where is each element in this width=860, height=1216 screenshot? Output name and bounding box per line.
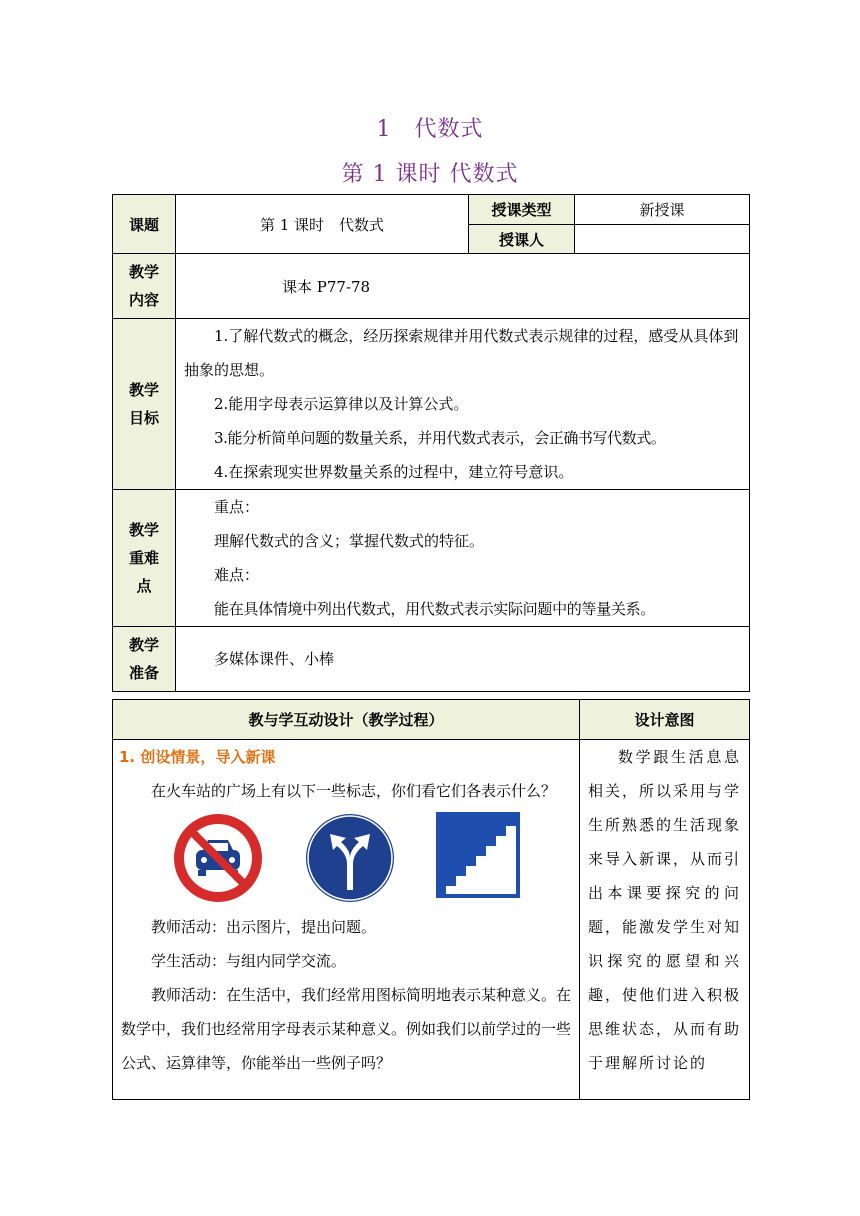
teacher-label: 授课人 <box>469 225 575 254</box>
goals-cell <box>176 319 750 490</box>
goal-item: 4.在探索现实世界数量关系的过程中，建立符号意识。 <box>214 463 574 481</box>
prep-label: 教学 准备 <box>113 627 176 692</box>
goals-label: 教学 目标 <box>113 319 176 490</box>
key-points-label: 教学 重难 点 <box>113 490 176 627</box>
lesson-subtitle: 第 1 课时 代数式 <box>341 162 519 187</box>
difficulty-text: 能在具体情境中列出代数式，用代数式表示实际问题中的等量关系。 <box>214 600 656 618</box>
content-value: 课本 P77-78 <box>176 254 750 319</box>
intent-cell <box>580 740 750 1100</box>
traffic-signs <box>113 808 579 910</box>
type-label: 授课类型 <box>469 195 575 225</box>
key-points-cell <box>176 490 750 627</box>
lesson-title: 1 代数式 <box>376 117 484 142</box>
process-header: 教与学互动设计（教学过程） <box>113 700 580 740</box>
process-paragraph: 学生活动：与组内同学交流。 <box>151 952 347 970</box>
split-arrow-sign-icon <box>304 812 396 908</box>
stairs-sign-icon <box>436 812 520 908</box>
process-paragraph: 在火车站的广场上有以下一些标志，你们看它们各表示什么？ <box>151 782 557 800</box>
process-paragraph: 教师活动：出示图片，提出问题。 <box>151 918 377 936</box>
difficulty-heading: 难点： <box>214 566 260 584</box>
design-intent-text: 数学跟生活息息相关，所以采用与学生所熟悉的生活现象来导入新课，从而引出本课要探究的问题，能激发学生对知识探究的愿望和兴趣，使他们进入积极思维状态，从而有助于理解所讨论的 <box>588 748 742 1072</box>
process-paragraph: 教师活动：在生活中，我们经常用图标简明地表示某种意义。在数学中，我们也经常用字母表示某种意义。例如我们以前学过的一些公式、运算律等，你能举出一些例子吗？ <box>121 986 572 1072</box>
content-label: 教学 内容 <box>113 254 176 319</box>
section-title: 1. 创设情景，导入新课 <box>119 748 276 766</box>
goal-item: 1.了解代数式的概念，经历探索规律并用代数式表示规律的过程，感受从具体到抽象的思想。 <box>184 327 739 379</box>
key-heading: 重点： <box>214 498 260 516</box>
topic-label: 课题 <box>113 195 176 254</box>
teaching-process-table <box>112 699 750 1100</box>
type-value: 新授课 <box>575 195 750 225</box>
goal-item: 2.能用字母表示运算律以及计算公式。 <box>214 395 469 413</box>
key-text: 理解代数式的含义；掌握代数式的特征。 <box>214 532 485 550</box>
teacher-value <box>575 225 750 254</box>
no-motor-vehicle-sign-icon <box>172 812 264 908</box>
goal-item: 3.能分析简单问题的数量关系，并用代数式表示，会正确书写代数式。 <box>214 429 666 447</box>
lesson-info-table <box>112 194 750 692</box>
prep-value: 多媒体课件、小棒 <box>176 627 750 692</box>
process-cell <box>113 740 580 1100</box>
topic-value: 第 1 课时 代数式 <box>176 195 469 254</box>
intent-header: 设计意图 <box>580 700 750 740</box>
